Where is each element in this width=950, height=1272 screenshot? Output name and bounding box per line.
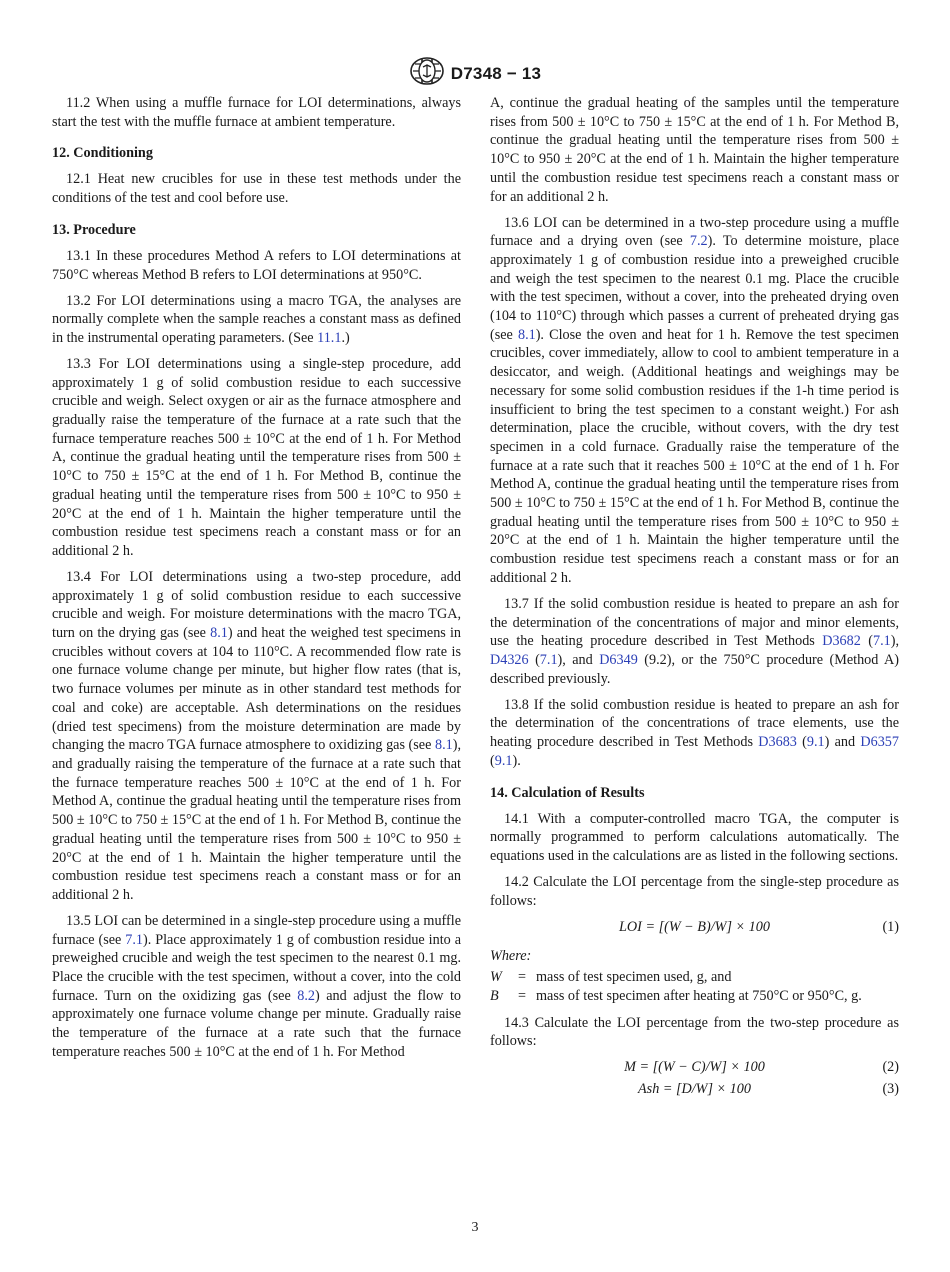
paragraph-13-2 bbox=[52, 292, 461, 348]
text-segment: ), and gradually raising the temperature of the furnace at a rate such that the furnace temperature reaches 500 ± 10°C at the end of 1 h. For Method A, continue the gradual heating until the temperature rises from 500 ± 10°C to 750 ± 15°C at the end of 1 h. For Method B, continue the gradual heating until the temperature rises from 500 ± 10°C to 950 ± 20°C at the end of 1 h. Maintain the higher temperature until the combustion residue test specimens reach a constant mass or for an additional 2 h. bbox=[52, 737, 461, 903]
section-heading-14: 14. Calculation of Results bbox=[490, 784, 645, 801]
section-link[interactable]: 11.1 bbox=[317, 329, 342, 346]
page-header bbox=[0, 56, 950, 91]
text-segment: 13.5 LOI can be determined in a single-step procedure using a muffle furnace (see bbox=[52, 912, 461, 948]
paragraph-13-4 bbox=[52, 568, 461, 905]
text-segment: .) bbox=[341, 329, 350, 346]
right-column bbox=[490, 94, 899, 1107]
paragraph-13-3: 13.3 For LOI determinations using a single-step procedure, add approximately 1 g of solid combustion residue to each successive crucible and weigh. Select oxygen or air as the furnace atmosphere and gradually raise the temperature of the furnace at a rate such that the furnace temperature reaches 500 ± 10°C at the end of 1 h. For Method A, continue the gradual heating until the temperature rises from 500 ± 10°C to 750 ± 15°C at the end of 1 h. For Method B, continue the gradual heating until the temperature rises from 500 ± 10°C to 950 ± 20°C at the end of 1 h. Maintain the higher temperature until the combustion residue test specimens reach a constant mass or for an additional 2 h. bbox=[52, 355, 461, 559]
standard-link[interactable]: D6357 bbox=[860, 734, 899, 751]
section-link[interactable]: 7.1 bbox=[539, 651, 558, 668]
text-segment: ( bbox=[860, 633, 873, 650]
definition-text: mass of test specimen used, g, and bbox=[536, 969, 732, 986]
definition-equals: = bbox=[517, 969, 526, 986]
text-segment: 13.2 For LOI determinations using a macro TGA, the analyses are normally complete when the sample reaches a constant mass as defined in the instrumental operating parameters. (See bbox=[52, 292, 461, 346]
standard-link[interactable]: D3682 bbox=[822, 633, 861, 650]
text-segment: ). Place approximately 1 g of combustion residue into a preweighed crucible and weigh the test specimen to the nearest 0.1 mg. Place the crucible with the test specimen, without a cover, into the cold furnace. Turn on the oxidizing gas (see bbox=[52, 931, 461, 1004]
equation-number: (1) bbox=[882, 918, 899, 935]
text-segment: ( bbox=[796, 734, 807, 751]
equation-body: Ash = [D/W] × 100 bbox=[638, 1081, 751, 1098]
text-segment: 13.4 For LOI determinations using a two-step procedure, add approximately 1 g of solid combustion residue to each successive crucible and weigh. For moisture determinations with the macro TGA, turn on the drying gas (see bbox=[52, 568, 461, 642]
text-segment: ) and bbox=[824, 734, 861, 751]
paragraph-14-3: 14.3 Calculate the LOI percentage from the two-step procedure as follows: bbox=[490, 1014, 899, 1050]
where-label: Where: bbox=[490, 947, 532, 964]
text-segment: 13.7 If the solid combustion residue is heated to prepare an ash for the determination of the concentrations of major and minor elements, use the heating procedure described in Test Methods bbox=[490, 595, 899, 650]
paragraph-13-7 bbox=[490, 595, 899, 689]
text-segment: ). bbox=[512, 752, 521, 769]
text-segment: 13.6 LOI can be determined in a two-step procedure using a muffle furnace and a drying oven (see bbox=[490, 214, 899, 250]
paragraph-14-1: 14.1 With a computer-controlled macro TGA, the computer is normally programmed to perform calculations automatically. The equations used in the calculations are as listed in the following sections. bbox=[490, 810, 899, 864]
definition-symbol: B bbox=[490, 988, 499, 1005]
definition-w bbox=[490, 968, 899, 987]
paragraph-11-2: 11.2 When using a muffle furnace for LOI determinations, always start the test with the muffle furnace at ambient temperature. bbox=[52, 95, 461, 130]
section-link[interactable]: 9.1 bbox=[494, 752, 513, 769]
standard-link[interactable]: D4326 bbox=[490, 651, 529, 668]
definition-text: mass of test specimen after heating at 750°C or 950°C, g. bbox=[536, 988, 862, 1005]
section-link[interactable]: 8.1 bbox=[210, 625, 228, 642]
section-link[interactable]: 7.1 bbox=[125, 931, 143, 948]
section-heading-12: 12. Conditioning bbox=[52, 145, 153, 162]
standard-link[interactable]: D6349 bbox=[599, 651, 638, 668]
section-link[interactable]: 7.2 bbox=[689, 233, 708, 250]
equation-1 bbox=[490, 918, 899, 937]
paragraph-13-1: 13.1 In these procedures Method A refers to LOI determinations at 750°C whereas Method B refers to LOI determinations at 950°C. bbox=[52, 247, 461, 283]
section-heading-13: 13. Procedure bbox=[52, 221, 136, 238]
text-segment: ). Close the oven and heat for 1 h. Remove the test specimen crucibles, cover immediately, allow to cool to ambient temperature in a desiccator, and weigh. (Additional heatings and weighings may be necessary for some solid combustion residues if the 1-h time period is insufficient to bring the test specimen to a constant weight.) For ash determination, place the crucible, without covers, with the dry test specimen in a cold furnace. Gradually raise the temperature of the furnace at a rate such that it reaches 500 ± 10°C at the end of 1 h. For Method A, continue the gradual heating until the temperature rises from 500 ± 10°C to 750 ± 15°C at the end of 1 h. For Method B, continue the gradual heating until the temperature rises from 500 ± 10°C to 950 ± 20°C at the end of 1 h. Maintain the higher temperature until the combustion residue test specimens reach a constant mass or for an additional 2 h. bbox=[490, 326, 899, 586]
section-link[interactable]: 9.1 bbox=[806, 734, 825, 751]
text-segment: ), and bbox=[557, 651, 600, 668]
equation-3 bbox=[490, 1080, 899, 1099]
section-link[interactable]: 7.1 bbox=[872, 633, 891, 650]
text-segment: ( bbox=[528, 651, 540, 668]
equation-body: LOI = [(W − B)/W] × 100 bbox=[619, 918, 770, 935]
section-link[interactable]: 8.1 bbox=[434, 737, 453, 754]
text-segment: ) and heat the weighed test specimens in crucibles without covers at 104 to 110°C. A recommended flow rate is one furnace volume change per minute, but higher flow rates (that is, two furnace volumes per minute as in other standard test methods for coal and coke) are acceptable. Ash determinations on the residues (dried test specimens) from the moisture determination are made by changing the macro TGA furnace atmosphere to oxidizing gas (see bbox=[52, 625, 461, 754]
equation-2 bbox=[490, 1058, 899, 1077]
text-segment: ), bbox=[890, 633, 899, 650]
definition-b bbox=[490, 987, 899, 1006]
paragraph-14-2: 14.2 Calculate the LOI percentage from the single-step procedure as follows: bbox=[490, 873, 899, 909]
section-link[interactable]: 8.2 bbox=[297, 987, 316, 1004]
definition-equals: = bbox=[517, 988, 526, 1005]
equation-number: (3) bbox=[882, 1081, 899, 1098]
text-segment: ) and adjust the flow to approximately one furnace volume change per minute. Gradually raise the temperature of the furnace at a rate such that the furnace temperature reaches 500 ± 10°C at the end of 1 h. For Method bbox=[52, 987, 461, 1060]
equation-body: M = [(W − C)/W] × 100 bbox=[624, 1059, 765, 1076]
paragraph-12-1: 12.1 Heat new crucibles for use in these test methods under the conditions of the test and cool before use. bbox=[52, 171, 461, 207]
left-column bbox=[52, 94, 461, 1069]
section-link[interactable]: 8.1 bbox=[517, 326, 536, 343]
text-segment: (9.2), or the 750°C procedure (Method A) described previously. bbox=[490, 651, 899, 687]
standard-link[interactable]: D3683 bbox=[758, 734, 797, 751]
paragraph-13-8 bbox=[490, 696, 899, 771]
equation-number: (2) bbox=[882, 1059, 899, 1076]
text-segment: 13.8 If the solid combustion residue is heated to prepare an ash for the determination of the concentrations of trace elements, use the heating procedure described in Test Methods bbox=[490, 696, 899, 751]
page-number: 3 bbox=[471, 1220, 479, 1235]
definition-symbol: W bbox=[490, 969, 502, 986]
text-segment: ( bbox=[490, 752, 495, 769]
paragraph-13-5 bbox=[52, 912, 461, 1062]
document-id: D7348 − 13 bbox=[450, 63, 542, 83]
paragraph-13-6 bbox=[490, 214, 899, 588]
astm-logo-icon bbox=[409, 56, 445, 91]
text-segment: ). To determine moisture, place approximately 1 g of combustion residue into a preweighed crucible and weigh the test specimen to the nearest 0.1 mg. Place the crucible with the test specimen, without a cover, into the preheated drying oven (104 to 110°C) through which passes a current of preheated drying gas (see bbox=[490, 233, 899, 343]
paragraph-13-5-continued: A, continue the gradual heating of the samples until the temperature rises from 500 ± 10°C to 750 ± 15°C at the end of 1 h. For Method B, continue the gradual heating until the temperature rises from 500 ± 10°C to 950 ± 20°C at the end of 1 h. Maintain the higher temperature until the combustion residue test specimens reach a constant mass or for an additional 2 h. bbox=[490, 95, 899, 205]
